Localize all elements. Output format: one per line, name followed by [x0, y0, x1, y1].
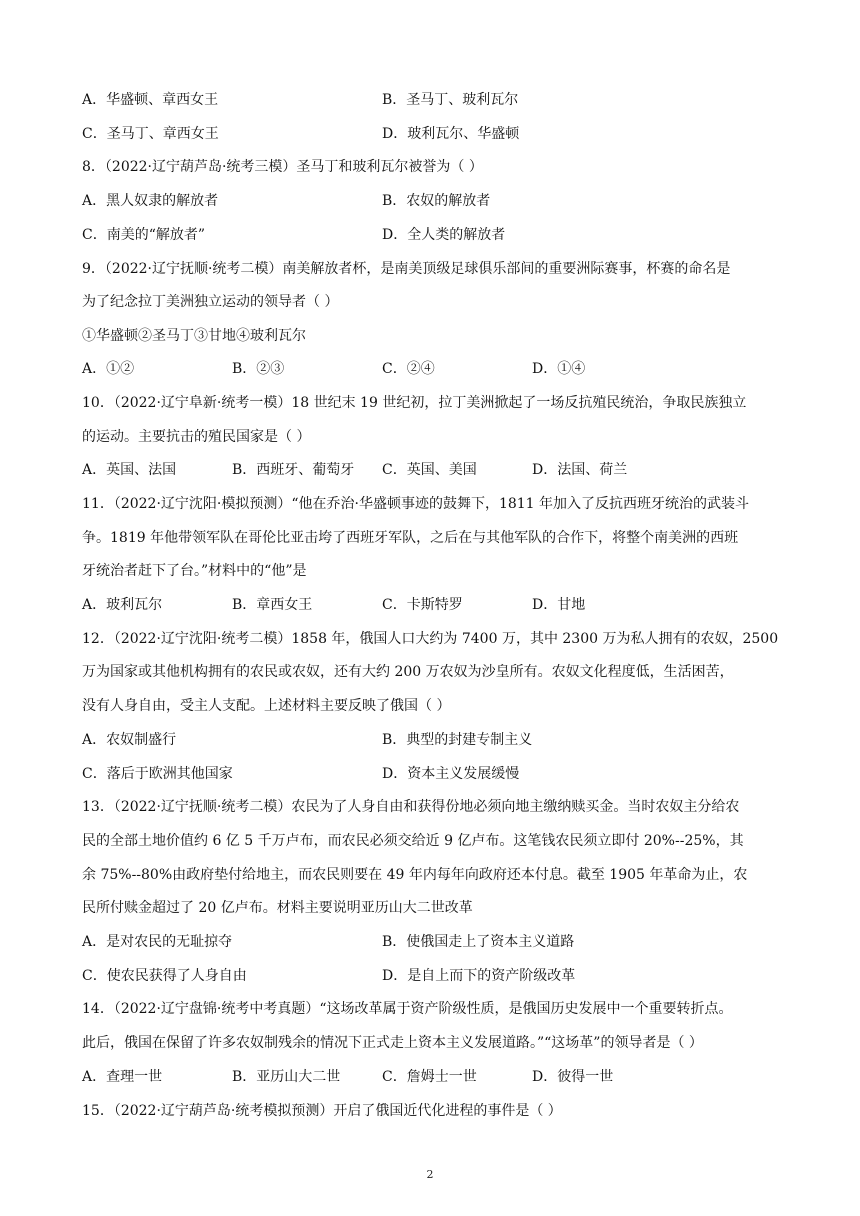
q11-option-b: B．章西女王	[232, 597, 313, 613]
question-12-stem: 12．（2022·辽宁沈阳·统考二模）1858 年，俄国人口大约为 7400 万，其中 2300 万为私人拥有的农奴，2500	[82, 631, 779, 647]
q13-option-d: D．是自上而下的资产阶级改革	[382, 968, 576, 984]
question-9-stem: 9．（2022·辽宁抚顺·统考二模）南美解放者杯，是南美顶级足球俱乐部间的重要洲际赛事，杯赛的命名是	[82, 261, 731, 277]
q14-option-d: D．彼得一世	[532, 1069, 614, 1085]
q12-option-b: B．典型的封建专制主义	[382, 732, 533, 748]
q8-option-d: D．全人类的解放者	[382, 227, 506, 243]
q14-option-c: C．詹姆士一世	[382, 1069, 477, 1085]
q13-option-a: A．是对农民的无耻掠夺	[82, 934, 233, 950]
question-12-stem-line-2: 万为国家或其他机构拥有的农民或农奴，还有大约 200 万农奴为沙皇所有。农奴文化程度低，生活困苦，	[82, 664, 734, 680]
q14-option-a: A．查理一世	[82, 1069, 163, 1085]
question-15-stem: 15．（2022·辽宁葫芦岛·统考模拟预测）开启了俄国近代化进程的事件是（ ）	[82, 1103, 562, 1119]
q11-option-c: C．卡斯特罗	[382, 597, 463, 613]
question-11-stem: 11．（2022·辽宁沈阳·模拟预测）“他在乔治·华盛顿事迹的鼓舞下，1811 年加入了反抗西班牙统治的武装斗	[82, 496, 750, 512]
q12-option-c: C．落后于欧洲其他国家	[82, 766, 233, 782]
q13-option-b: B．使俄国走上了资本主义道路	[382, 934, 575, 950]
q9-option-c: C．②④	[382, 361, 435, 377]
q13-option-c: C．使农民获得了人身自由	[82, 968, 247, 984]
question-14-stem: 14．（2022·辽宁盘锦·统考中考真题）“这场改革属于资产阶级性质，是俄国历史发展中一个重要转折点。	[82, 1001, 733, 1017]
q14-option-b: B．亚历山大二世	[232, 1069, 341, 1085]
option-c: C．圣马丁、章西女王	[82, 126, 219, 142]
question-11-stem-line-2: 争。1819 年他带领军队在哥伦比亚击垮了西班牙军队，之后在与其他军队的合作下，将整个南美洲的西班	[82, 530, 739, 546]
q8-option-a: A．黑人奴隶的解放者	[82, 193, 219, 209]
page-number: 2	[426, 1168, 434, 1181]
question-13-stem: 13．（2022·辽宁抚顺·统考二模）农民为了人身自由和获得份地必须向地主缴纳赎买金。当时农奴主分给农	[82, 799, 740, 815]
question-11-stem-line-3: 牙统治者赶下了台。”材料中的“他”是	[82, 563, 307, 579]
option-a: A．华盛顿、章西女王	[82, 92, 219, 108]
option-b: B．圣马丁、玻利瓦尔	[382, 92, 519, 108]
q8-option-c: C．南美的“解放者”	[82, 227, 206, 243]
q9-option-d: D．①④	[532, 361, 586, 377]
q9-option-b: B．②③	[232, 361, 285, 377]
question-14-stem-line-2: 此后，俄国在保留了许多农奴制残余的情况下正式走上资本主义发展道路。”“这场革”的领导者是（ ）	[82, 1035, 703, 1051]
question-10-stem: 10．（2022·辽宁阜新·统考一模）18 世纪末 19 世纪初，拉丁美洲掀起了一场反抗殖民统治，争取民族独立	[82, 395, 747, 411]
q10-option-c: C．英国、美国	[382, 462, 477, 478]
q10-option-d: D．法国、荷兰	[532, 462, 628, 478]
q10-option-b: B．西班牙、葡萄牙	[232, 462, 355, 478]
q12-option-d: D．资本主义发展缓慢	[382, 766, 520, 782]
q9-option-a: A．①②	[82, 361, 135, 377]
q12-option-a: A．农奴制盛行	[82, 732, 177, 748]
q10-option-a: A．英国、法国	[82, 462, 177, 478]
q8-option-b: B．农奴的解放者	[382, 193, 491, 209]
question-8-stem: 8．（2022·辽宁葫芦岛·统考三模）圣马丁和玻利瓦尔被誉为（ ）	[82, 159, 483, 175]
q11-option-d: D．甘地	[532, 597, 586, 613]
question-13-stem-line-4: 民所付赎金超过了 20 亿卢布。材料主要说明亚历山大二世改革	[82, 900, 473, 916]
question-9-items: ①华盛顿②圣马丁③甘地④玻利瓦尔	[82, 328, 306, 344]
question-9-stem-line-2: 为了纪念拉丁美洲独立运动的领导者（ ）	[82, 294, 339, 310]
question-10-stem-line-2: 的运动。主要抗击的殖民国家是（ ）	[82, 429, 311, 445]
option-d: D．玻利瓦尔、华盛顿	[382, 126, 520, 142]
question-13-stem-line-3: 余 75%--80%由政府垫付给地主，而农民则要在 49 年内每年向政府还本付息。截至 1905 年革命为止，农	[82, 867, 748, 883]
question-12-stem-line-3: 没有人身自由，受主人支配。上述材料主要反映了俄国（ ）	[82, 698, 451, 714]
question-13-stem-line-2: 民的全部土地价值约 6 亿 5 千万卢布，而农民必须交给近 9 亿卢布。这笔钱农民须立即付 20%--25%，其	[82, 833, 744, 849]
q11-option-a: A．玻利瓦尔	[82, 597, 163, 613]
